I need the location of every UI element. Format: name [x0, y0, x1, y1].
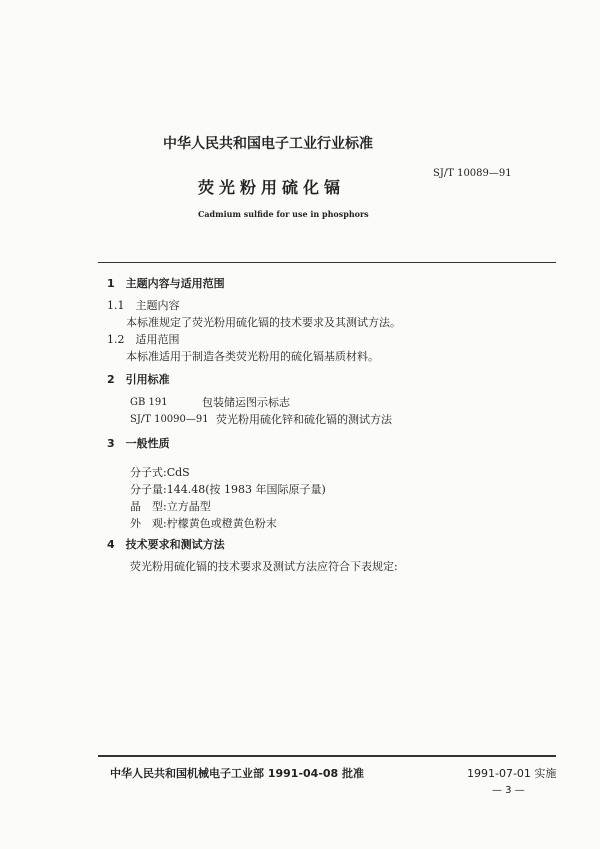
issuing-org: 中华人民共和国电子工业行业标准	[163, 136, 373, 152]
approval-note: 中华人民共和国机械电子工业部 1991-04-08 批准	[110, 767, 365, 780]
ref-title: 包装储运图示标志	[202, 396, 290, 409]
property-item: 分子式:CdS	[130, 466, 190, 479]
section-1-1-heading: 1.1 主题内容	[107, 299, 180, 312]
header-rule	[98, 262, 556, 263]
page-number: — 3 —	[492, 785, 525, 796]
document-title-en: Cadmium sulfide for use in phosphors	[198, 209, 369, 219]
section-3-heading: 3 一般性质	[107, 437, 170, 450]
ref-code: GB 191	[130, 397, 168, 408]
document-title: 荧光粉用硫化镉	[198, 178, 346, 197]
ref-title: 荧光粉用硫化锌和硫化镉的测试方法	[216, 413, 392, 426]
effective-date: 1991-07-01 实施	[467, 767, 557, 780]
section-1-1-text: 本标准规定了荧光粉用硫化镉的技术要求及其测试方法。	[126, 316, 401, 329]
property-item: 晶 型:立方晶型	[130, 500, 211, 513]
section-2-heading: 2 引用标准	[107, 373, 170, 386]
ref-code: SJ/T 10090—91	[130, 414, 209, 425]
section-4-text: 荧光粉用硫化镉的技术要求及测试方法应符合下表规定:	[130, 560, 398, 573]
property-item: 分子量:144.48(按 1983 年国际原子量)	[130, 483, 326, 496]
section-4-heading: 4 技术要求和测试方法	[107, 538, 225, 551]
section-1-2-text: 本标准适用于制造各类荧光粉用的硫化镉基质材料。	[126, 350, 379, 363]
footer-rule	[98, 755, 556, 757]
standard-code: SJ/T 10089—91	[433, 168, 512, 179]
section-1-2-heading: 1.2 适用范围	[107, 333, 180, 346]
section-1-heading: 1 主题内容与适用范围	[107, 277, 225, 290]
property-item: 外 观:柠檬黄色或橙黄色粉末	[130, 517, 277, 530]
